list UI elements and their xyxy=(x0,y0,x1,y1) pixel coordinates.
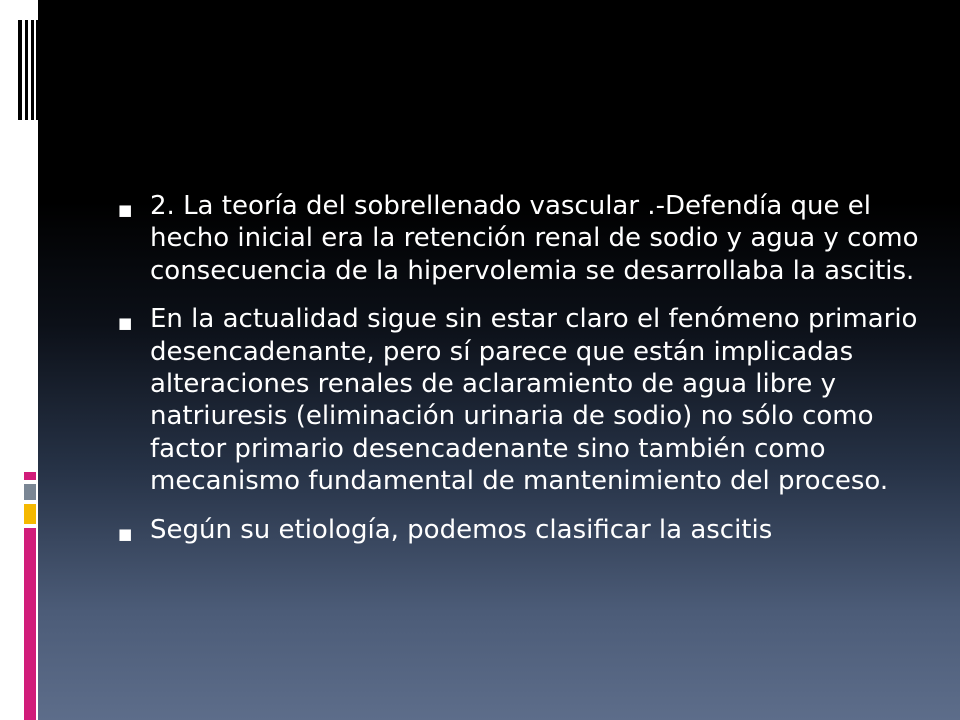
square-bullet-icon: ■ xyxy=(118,201,133,219)
accent-pink-bar xyxy=(24,528,36,720)
square-bullet-icon: ■ xyxy=(118,524,133,543)
square-bullet-icon: ■ xyxy=(118,314,133,333)
decorative-black-line xyxy=(18,20,22,120)
decorative-black-line xyxy=(36,20,38,120)
bullet-list xyxy=(106,190,926,562)
bullet-item xyxy=(106,190,926,287)
decorative-black-line xyxy=(25,20,28,120)
accent-slate-block xyxy=(24,484,36,500)
bullet-text: Según su etiología, podemos clasificar la ascitis xyxy=(150,514,773,545)
bullet-text: 2. La teoría del sobrellenado vascular .-Defendía que el hecho inicial era la retención renal de sodio y agua y como consecuencia de la hipervolemia se desarrollaba la ascitis. xyxy=(150,191,919,286)
accent-pink-block xyxy=(24,472,36,480)
accent-yellow-block xyxy=(24,504,36,524)
bullet-item xyxy=(106,514,926,546)
bullet-text: En la actualidad sigue sin estar claro el fenómeno primario desencadenante, pero sí parece que están implicadas alteraciones renales de aclaramiento de agua libre y natriuresis (eliminación urinaria de sodio) no sólo como factor primario desencadenante sino también como mecanismo fundamental de mantenimiento del proceso. xyxy=(150,304,918,497)
decorative-black-line xyxy=(31,20,34,120)
bullet-item xyxy=(106,303,926,497)
